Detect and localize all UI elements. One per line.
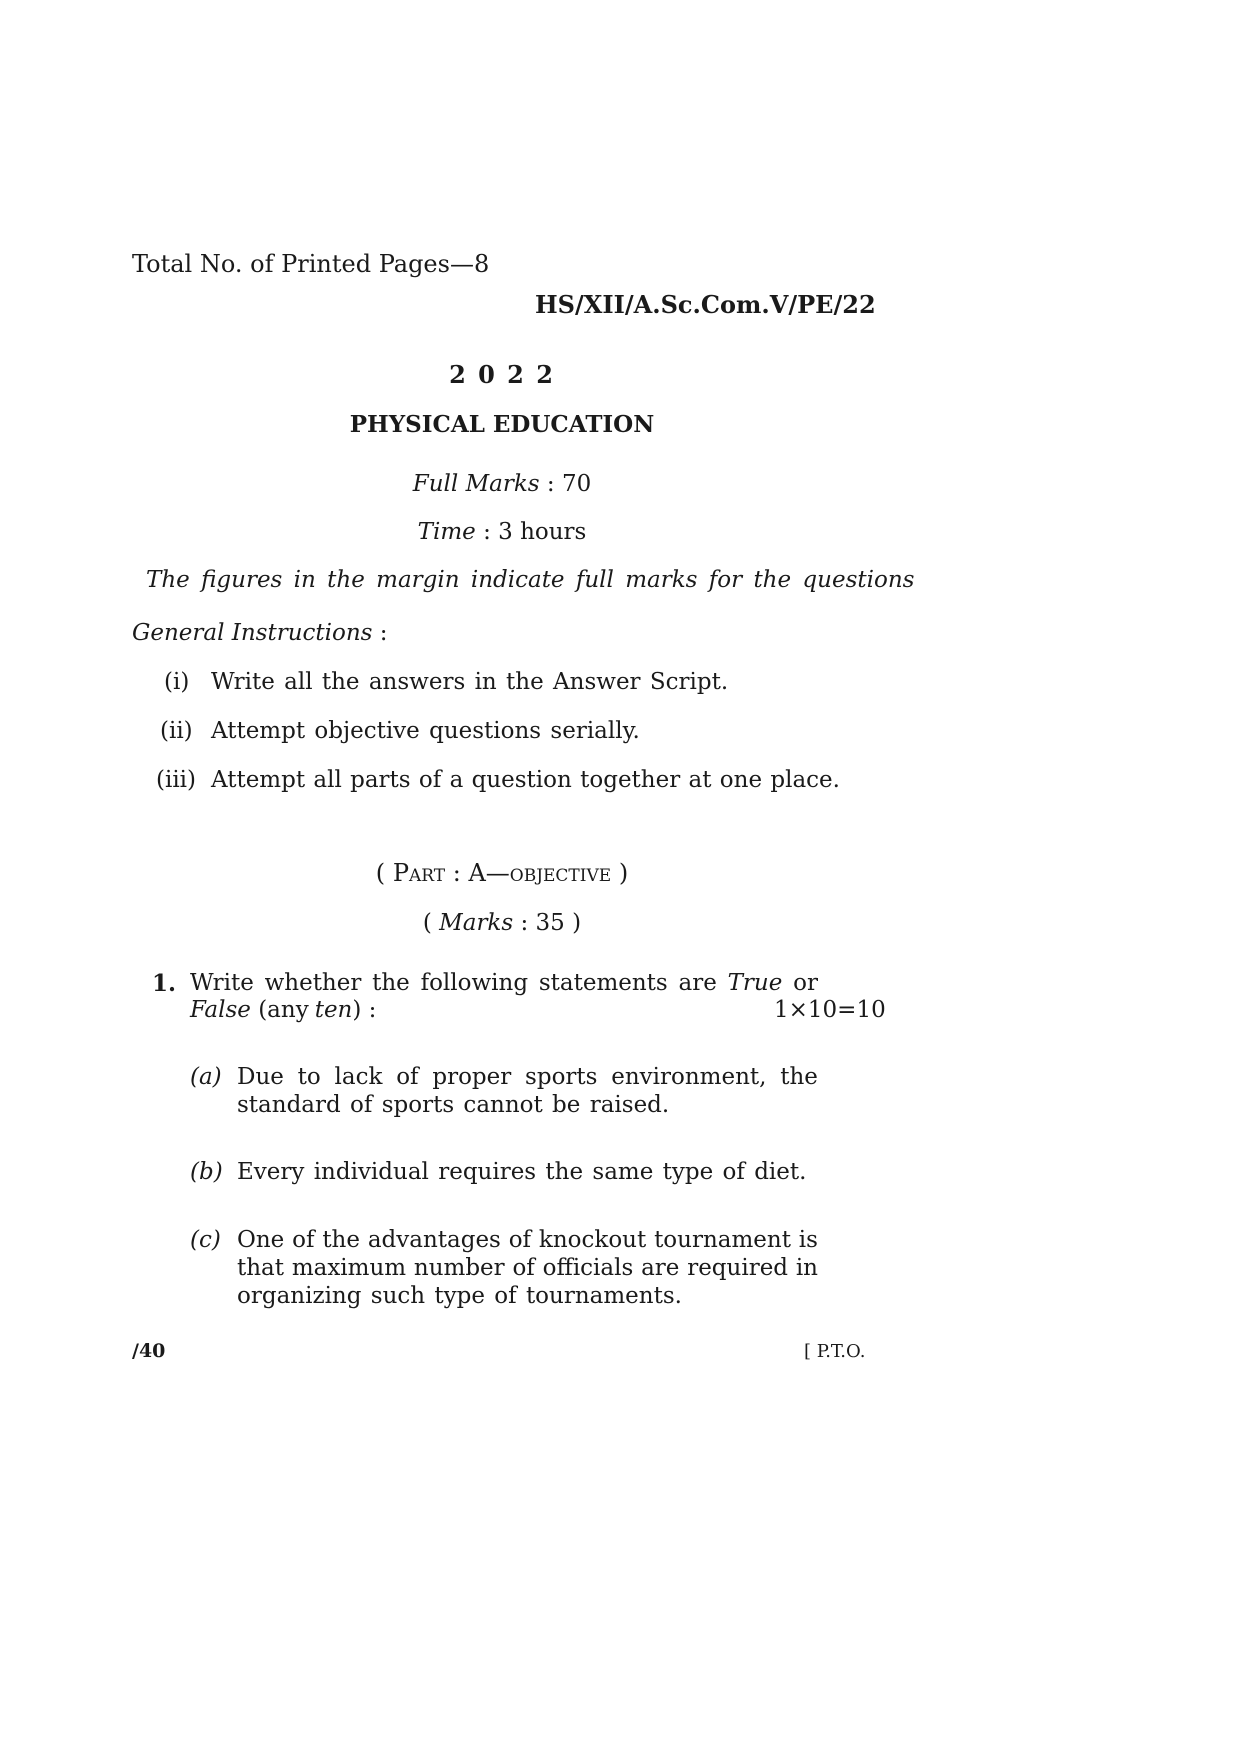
time-value: : 3 hours — [483, 519, 587, 545]
part-word: proper — [432, 1064, 512, 1090]
part-b-line-1: Every individual requires the same type of diet. — [237, 1159, 807, 1185]
q-word: Write — [190, 970, 254, 996]
part-a-close-paren: ) — [618, 859, 629, 887]
instruction-num: (i) — [164, 669, 190, 695]
q-word: whether — [264, 970, 362, 996]
part-word: to — [297, 1064, 321, 1090]
part-word: the — [780, 1064, 818, 1090]
part-a-marks-label: Marks — [439, 910, 514, 936]
q-word: the — [372, 970, 410, 996]
part-word: maximum — [291, 1255, 407, 1281]
part-word: that — [237, 1255, 285, 1281]
q-word-true: True — [727, 970, 783, 996]
q-word: statements — [538, 970, 668, 996]
part-c-line-1 — [237, 1227, 818, 1253]
part-word: of — [292, 1227, 315, 1253]
part-word: knockout — [538, 1227, 647, 1253]
part-label-a: (a) — [190, 1064, 222, 1090]
part-word: in — [795, 1255, 818, 1281]
question-marks: 1×10=10 — [774, 997, 886, 1023]
q-word: following — [420, 970, 529, 996]
instruction-num: (iii) — [156, 767, 197, 793]
subject-title: PHYSICAL EDUCATION — [349, 411, 655, 438]
part-word: of — [512, 1255, 535, 1281]
question-number: 1. — [152, 970, 177, 997]
instruction-text: Attempt objective questions serially. — [211, 718, 640, 744]
instructions-heading-text: General Instructions — [132, 620, 373, 646]
part-a-rest: : A—objective — [452, 859, 612, 887]
full-marks-value: : 70 — [546, 471, 592, 497]
q-word-any: (any — [258, 997, 309, 1023]
part-word: of — [508, 1227, 532, 1253]
part-a-line-2: standard of sports cannot be raised. — [237, 1092, 670, 1118]
part-word: One — [237, 1227, 285, 1253]
q-word: or — [793, 970, 818, 996]
time — [418, 519, 587, 545]
question-line-2 — [190, 997, 376, 1023]
total-pages: Total No. of Printed Pages—8 — [132, 250, 490, 278]
part-label-c: (c) — [190, 1227, 221, 1253]
footer-pto: [ P.T.O. — [804, 1341, 866, 1362]
part-word: tournament — [654, 1227, 791, 1253]
part-word: officials — [542, 1255, 634, 1281]
exam-year: 2 0 2 2 — [449, 360, 555, 389]
part-word: are — [641, 1255, 680, 1281]
part-word: the — [322, 1227, 360, 1253]
full-marks — [413, 471, 591, 497]
part-a-open-paren: ( — [375, 859, 386, 887]
q-word-ten: ten — [314, 997, 353, 1023]
q-word-false: False — [190, 997, 251, 1023]
part-a-marks-value: : 35 ) — [520, 910, 582, 936]
instructions-heading-colon: : — [379, 620, 388, 646]
part-word: Due — [237, 1064, 284, 1090]
part-word: of — [396, 1064, 419, 1090]
part-word: advantages — [367, 1227, 501, 1253]
part-word: number — [413, 1255, 505, 1281]
q-word-close: ) : — [352, 997, 377, 1023]
question-line-1 — [190, 970, 818, 996]
part-a-heading — [376, 859, 628, 887]
time-label: Time — [417, 519, 476, 545]
margin-note: The figures in the margin indicate full marks for the questions — [146, 567, 915, 593]
full-marks-label: Full Marks — [412, 471, 540, 497]
instruction-text: Attempt all parts of a question together at one place. — [211, 767, 840, 793]
instruction-text: Write all the answers in the Answer Script. — [211, 669, 729, 695]
part-c-line-2 — [237, 1255, 818, 1281]
part-word: environment, — [611, 1064, 767, 1090]
instructions-heading — [132, 620, 388, 646]
part-c-line-3: organizing such type of tournaments. — [237, 1283, 682, 1309]
part-label-b: (b) — [190, 1159, 223, 1185]
part-word: sports — [525, 1064, 598, 1090]
part-word: lack — [334, 1064, 383, 1090]
part-word: is — [798, 1227, 818, 1253]
q-word: are — [678, 970, 717, 996]
part-a-marks-open: ( — [422, 910, 432, 936]
part-a-marks — [423, 910, 581, 936]
part-a-line-1 — [237, 1064, 818, 1090]
footer-code: /40 — [132, 1340, 166, 1362]
part-a-word: Part — [392, 859, 446, 887]
instruction-num: (ii) — [160, 718, 193, 744]
part-word: required — [687, 1255, 789, 1281]
paper-code: HS/XII/A.Sc.Com.V/PE/22 — [535, 290, 876, 319]
